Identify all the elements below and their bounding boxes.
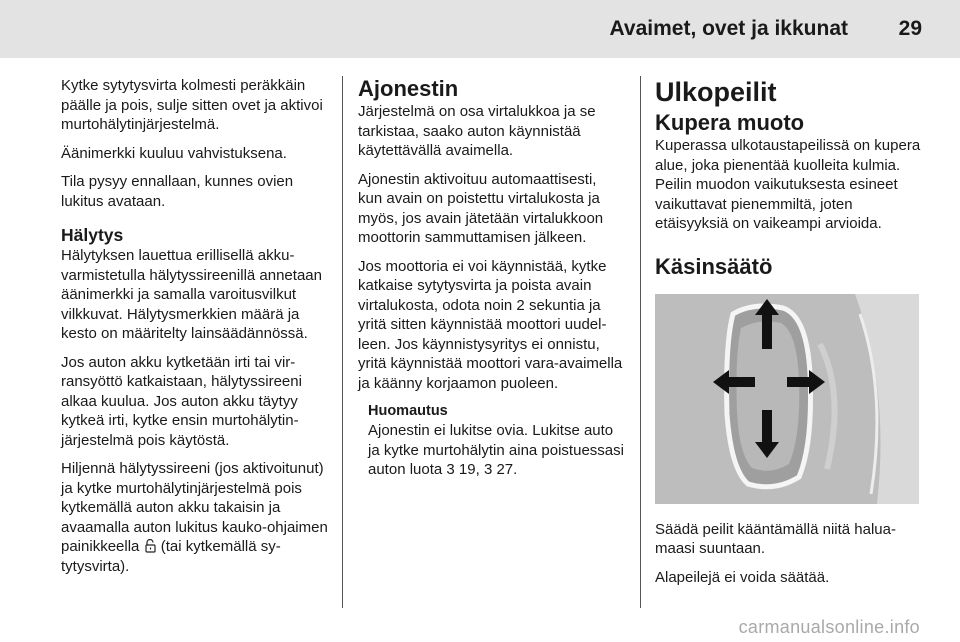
paragraph-text: Hiljennä hälytyssireeni (jos aktivoitunut) ja kytke murtohälytinjärjestelmä pois kytkemällä auton akku takaisin ja avaamalla auton lukitus kauko-ohjaimen painikkeella: [61, 460, 328, 555]
section-heading-halytys: Hälytys: [61, 225, 124, 245]
paragraph-text: (tai kytkemällä sytytysvirta).: [61, 538, 281, 575]
paragraph: Säädä peilit kääntämällä niitä haluamaasi suuntaan.: [655, 520, 896, 557]
subheading-kupera-muoto: Kupera muoto: [655, 110, 805, 135]
column-divider: [640, 76, 641, 608]
page-number: 29: [898, 17, 922, 40]
paragraph: Hälytyksen lauettua erillisellä akkuvarmistetulla hälytyssireenillä annetaan äänimerkki ja samalla varoitusvilkut vilkkuvat. Hälytysmerkkien määrä ja kesto on määritelty lainsäädännössä.: [61, 247, 322, 342]
ref-arrow-icon: 3: [483, 461, 493, 478]
page-header: [0, 0, 960, 58]
note-text: [368, 421, 624, 480]
section-heading-ajonestin: Ajonestin: [358, 76, 459, 101]
paragraph: Äänimerkki kuuluu vahvistuksena.: [61, 144, 287, 162]
paragraph: Jos moottoria ei voi käynnistää, kytke katkaise sytytysvirta ja poista avain virtalukosta, odota noin 2 sekuntia ja yritä sitten käynnistää moottori uudelleen. Jos käynnistysyritys ei onnistu, yritä käynnistää moottori vara-avaimella ja käänny korjaamon puoleen.: [358, 257, 623, 392]
unlock-icon: [145, 539, 156, 553]
paragraph: Kuperassa ulkotaustapeilissä on kupera alue, joka pienentää kuolleita kulmia. Peilin muodon vaikutuksesta esineet vaikuttavat pienemmiltä, joten etäisyyksiä on vaikeampi arvioida.: [655, 137, 921, 232]
subheading-kasinsaato: Käsinsäätö: [655, 253, 773, 279]
note-title: Huomautus: [368, 403, 448, 419]
paragraph: Järjestelmä on osa virtalukkoa ja se tarkistaa, saako auton käynnistää käytettävällä avaimella.: [358, 103, 596, 159]
column-2: [358, 76, 624, 489]
mirror-adjust-illustration: [655, 294, 919, 504]
paragraph: Kytke sytytysvirta kolmesti peräkkäin päälle ja pois, sulje sitten ovet ja aktivoi murtohälytinjärjestelmä.: [61, 77, 323, 133]
column-3: [655, 76, 923, 596]
watermark: carmanualsonline.info: [738, 617, 920, 637]
paragraph: Alapeilejä ei voida säätää.: [655, 568, 830, 586]
note-text-body: Ajonestin ei lukitse ovia. Lukitse auto ja kytke murtohälytin aina poistuessasi auton luota: [368, 422, 624, 478]
note-box: [368, 402, 624, 480]
page-reference: 19,: [454, 461, 484, 478]
ref-arrow-icon: 3: [446, 461, 455, 478]
section-heading-ulkopeilit: Ulkopeilit: [655, 77, 777, 107]
column-1: [61, 76, 333, 585]
paragraph: Ajonestin aktivoituu automaattisesti, kun avain on poistettu virtalukosta ja myös, jos avain jätetään virtalukkoon moottorin sammuttamisen jälkeen.: [358, 170, 604, 246]
paragraph: [61, 459, 333, 576]
paragraph: Jos auton akku kytketään irti tai virransyöttö katkaistaan, hälytyssireeni alkaa kuulua. Jos auton akku täytyy kytkeä irti, kytke ensin murtohälytinjärjestelmä pois käytöstä.: [61, 353, 302, 449]
column-divider: [342, 76, 343, 608]
paragraph: Tila pysyy ennallaan, kunnes ovien lukitus avataan.: [61, 173, 294, 210]
page-reference: 27.: [492, 461, 518, 478]
header-title: Avaimet, ovet ja ikkunat: [609, 17, 848, 40]
